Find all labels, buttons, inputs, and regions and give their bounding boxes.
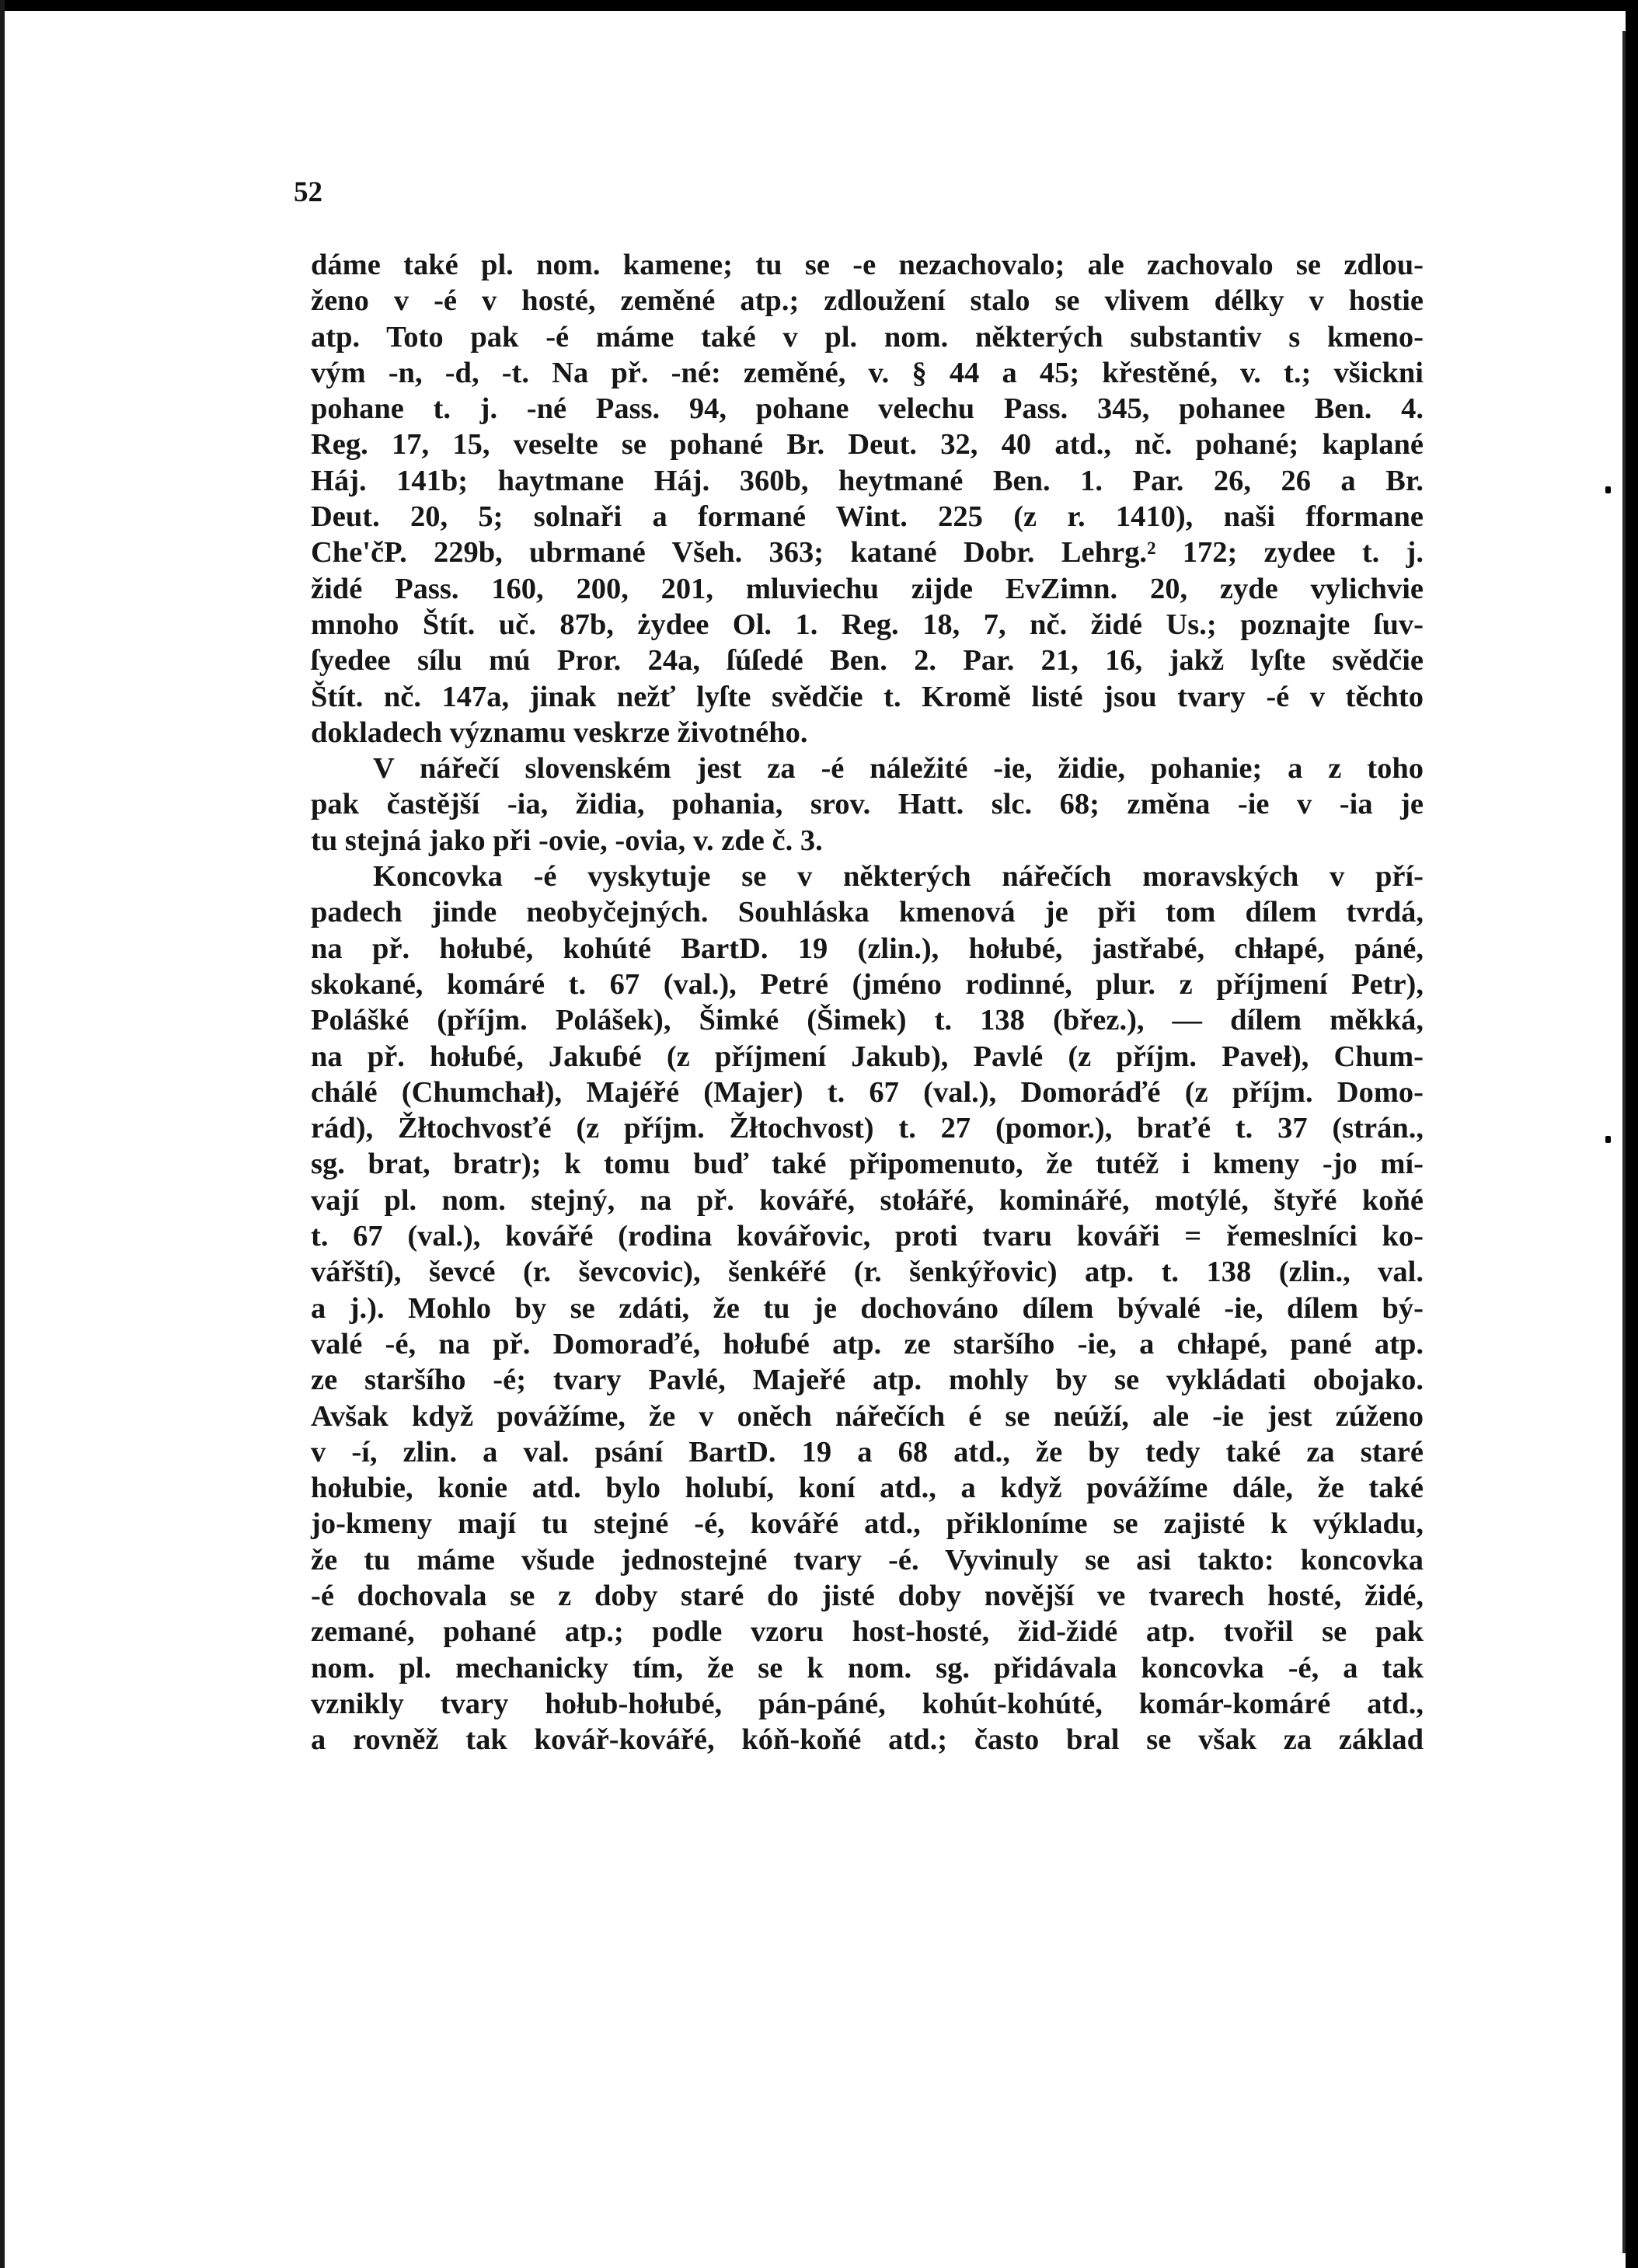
text-line: v -í, zlin. a val. psání BartD. 19 a 68 atd., že by tedy také za staré (311, 1435, 1424, 1468)
text-line: t. 67 (val.), kovářé (rodina kovářovic, proti tvaru kováři = řemeslníci ko- (311, 1220, 1424, 1253)
margin-mark-lower (1605, 1136, 1611, 1143)
text-line: Polášké (příjm. Polášek), Šimké (Šimek) t. 138 (břez.), — dílem měkká, (311, 1004, 1424, 1037)
text-line: dokladech významu veskrze životného. (311, 716, 808, 749)
text-line: a j.). Mohlo by se zdáti, že tu je dochováno dílem bývalé -ie, dílem bý- (311, 1291, 1424, 1325)
text-line: Koncovka -é vyskytuje se v některých nářečích moravských v pří- (373, 860, 1424, 894)
text-line: Štít. nč. 147a, jinak nežť lyſte svědčie t. Kromě listé jsou tvary -é v těchto (311, 680, 1424, 713)
text-line: že tu máme všude jednostejné tvary -é. Vyvinuly se asi takto: koncovka (311, 1543, 1424, 1576)
text-line: V nářečí slovenském jest za -é náležité -ie, židie, pohanie; a z toho (373, 752, 1424, 786)
text-line: Deut. 20, 5; solnaři a formané Wint. 225 (z r. 1410), naši fformane (311, 500, 1424, 534)
text-line: hołubie, konie atd. bylo holubí, koní atd., a když povážíme dále, že také (311, 1472, 1424, 1505)
text-line: chálé (Chumchał), Majéřé (Majer) t. 67 (val.), Domoráďé (z příjm. Domo- (311, 1075, 1424, 1109)
text-line: pak častější -ia, židia, pohania, srov. Hatt. slc. 68; změna -ie v -ia je (311, 788, 1424, 821)
text-line: Che'čP. 229b, ubrmané Všeh. 363; katané Dobr. Lehrg.² 172; zydee t. j. (311, 536, 1424, 570)
scan-edge-left (0, 0, 5, 2268)
text-line: jo-kmeny mají tu stejné -é, kovářé atd., přikloníme se zajisté k výkladu, (311, 1507, 1424, 1541)
text-line: pohane t. j. -né Pass. 94, pohane velechu Pass. 345, pohanee Ben. 4. (311, 392, 1424, 426)
text-line: židé Pass. 160, 200, 201, mluviechu zijde EvZimn. 20, zyde vylichvie (311, 572, 1424, 605)
text-line: padech jinde neobyčejných. Souhláska kmenová je při tom dílem tvrdá, (311, 896, 1424, 929)
text-line: mnoho Štít. uč. 87b, żydee Ol. 1. Reg. 18, 7, nč. židé Us.; poznajte ſuv- (311, 608, 1424, 641)
text-line: vým -n, -d, -t. Na př. -né: zeměné, v. § 44 a 45; křestěné, v. t.; všickni (311, 356, 1424, 389)
scan-edge-right-shadow (1622, 31, 1626, 2253)
scan-edge-top (0, 0, 1638, 11)
text-line: vají pl. nom. stejný, na př. kovářé, stołářé, kominářé, motýlé, štyřé koňé (311, 1183, 1424, 1217)
text-line: rád), Žłtochvosťé (z příjm. Žłtochvost) t. 27 (pomor.), braťé t. 37 (strán., (311, 1112, 1424, 1145)
body-text (311, 247, 1424, 1758)
scan-edge-right (1626, 0, 1638, 2268)
text-line: Háj. 141b; haytmane Háj. 360b, heytmané Ben. 1. Par. 26, 26 a Br. (311, 464, 1424, 497)
text-line: dáme také pl. nom. kamene; tu se -e nezachovalo; ale zachovalo se zdlou- (311, 249, 1424, 281)
text-line: sg. brat, bratr); k tomu buď také připomenuto, že tutéž i kmeny -jo mí- (311, 1148, 1424, 1181)
text-line: ſyedee sílu mú Pror. 24a, ſúſedé Ben. 2. Par. 21, 16, jakž lyſte svědčie (311, 644, 1424, 678)
text-line: atp. Toto pak -é máme také v pl. nom. některých substantiv s kmeno- (311, 320, 1424, 354)
text-line: ženo v -é v hosté, zeměné atp.; zdloužení stalo se vlivem délky v hostie (311, 284, 1424, 318)
text-line: vářští), ševcé (r. ševcovic), šenkéřé (r. šenkýřovic) atp. t. 138 (zlin., val. (311, 1256, 1424, 1289)
text-line: nom. pl. mechanicky tím, že se k nom. sg. přidávala koncovka -é, a tak (311, 1651, 1424, 1684)
text-line: na př. hołubé, kohúté BartD. 19 (zlin.), hołubé, jastřabé, chłapé, páné, (311, 932, 1424, 965)
text-line: -é dochovala se z doby staré do jisté doby novější ve tvarech hosté, židé, (311, 1579, 1424, 1612)
text-line: Reg. 17, 15, veselte se pohané Br. Deut. 32, 40 atd., nč. pohané; kaplané (311, 428, 1424, 462)
text-line: Avšak když povážíme, že v oněch nářečích é se neúží, ale -ie jest zúženo (311, 1399, 1424, 1433)
text-line: na př. hołuɓé, Jakuɓé (z příjmení Jakub), Pavlé (z příjm. Paveł), Chum- (311, 1040, 1424, 1073)
text-line: skokané, komáré t. 67 (val.), Petré (jméno rodinné, plur. z příjmení Petr), (311, 967, 1424, 1001)
text-line: tu stejná jako při -ovie, -ovia, v. zde č. 3. (311, 824, 823, 857)
text-line: valé -é, na př. Domoraďé, hołuɓé atp. ze staršího -ie, a chłapé, pané atp. (311, 1327, 1424, 1360)
text-line: ze staršího -é; tvary Pavlé, Majeřé atp. mohly by se vykládati obojako. (311, 1364, 1424, 1397)
text-line: zemané, pohané atp.; podle vzoru host-hosté, žid-židé atp. tvořil se pak (311, 1615, 1424, 1649)
text-line: a rovněž tak kovář-kovářé, kóň-koňé atd.; často bral se však za základ (311, 1723, 1424, 1757)
margin-mark-upper (1605, 486, 1611, 493)
page-number: 52 (294, 176, 322, 208)
text-line: vznikly tvary hołub-hołubé, pán-páné, kohút-kohúté, komár-komáré atd., (311, 1687, 1424, 1720)
